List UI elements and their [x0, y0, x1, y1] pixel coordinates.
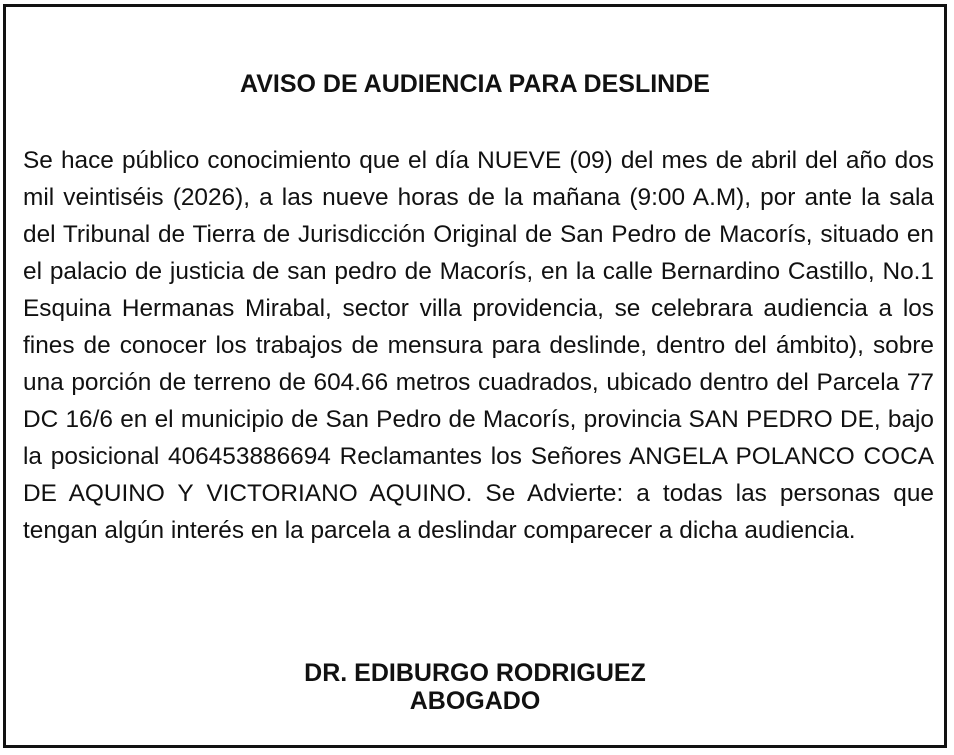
signature-block	[6, 659, 944, 715]
signature-role: ABOGADO	[409, 687, 541, 715]
signature-name: DR. EDIBURGO RODRIGUEZ	[304, 659, 646, 687]
notice-title: AVISO DE AUDIENCIA PARA DESLINDE	[240, 70, 710, 98]
notice-frame	[3, 4, 947, 748]
notice-body: Se hace público conocimiento que el día NUEVE (09) del mes de abril del año dos mil veintiséis (2026), a las nueve horas de la mañana (9:00 A.M), por ante la sala del Tribunal de Tierra de Jurisdicción Original de San Pedro de Macorís, situado en el palacio de justicia de san pedro de Macorís, en la calle Bernardino Castillo, No.1 Esquina Hermanas Mirabal, sector villa providencia, se celebrara audiencia a los fines de conocer los trabajos de mensura para deslinde, dentro del ámbito), sobre una porción de terreno de 604.66 metros cuadrados, ubicado dentro del Parcela 77 DC 16/6 en el municipio de San Pedro de Macorís, provincia SAN PEDRO DE, bajo la posicional 406453886694 Reclamantes los Señores ANGELA POLANCO COCA DE AQUINO Y VICTORIANO AQUINO. Se Advierte: a todas las personas que tengan algún interés en la parcela a deslindar comparecer a dicha audiencia.	[23, 147, 934, 544]
